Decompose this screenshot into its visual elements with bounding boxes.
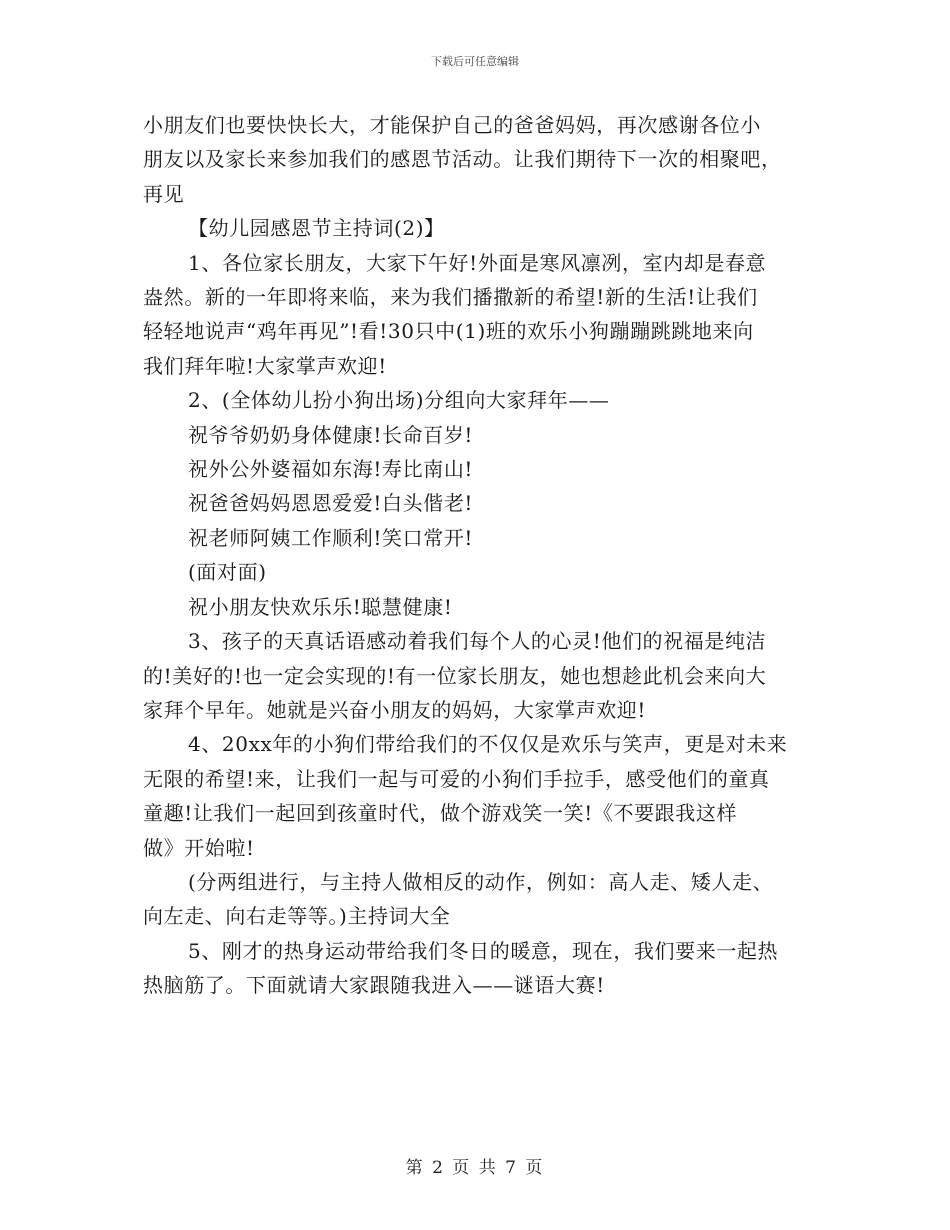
page-footer: 第 2 页 共 7 页	[405, 1158, 545, 1178]
text-line: 家拜个早年。她就是兴奋小朋友的妈妈，大家掌声欢迎!	[143, 697, 647, 722]
text-line: (面对面)	[188, 560, 267, 585]
text-line: 祝爷爷奶奶身体健康!长命百岁!	[188, 422, 474, 447]
text-line: 4、20xx年的小狗们带给我们的不仅仅是欢乐与笑声，更是对未来	[188, 732, 788, 757]
text-line: 热脑筋了。下面就请大家跟随我进入——谜语大赛!	[143, 973, 605, 998]
text-line: 【幼儿园感恩节主持词(2)】	[188, 216, 445, 241]
text-line: (分两组进行，与主持人做相反的动作，例如：高人走、矮人走、	[188, 869, 774, 894]
page-header: 下载后可任意编辑	[431, 55, 519, 68]
text-line: 向左走、向右走等等。)主持词大全	[143, 904, 451, 929]
text-line: 小朋友们也要快快长大，才能保护自己的爸爸妈妈，再次感谢各位小	[143, 113, 761, 137]
text-line: 3、孩子的天真话语感动着我们每个人的心灵!他们的祝福是纯洁	[188, 629, 767, 654]
text-line: 无限的希望!来，让我们一起与可爱的小狗们手拉手，感受他们的童真	[143, 766, 770, 791]
text-line: 盎然。新的一年即将来临，来为我们播撒新的希望!新的生活!让我们	[143, 285, 758, 310]
text-line: 做》开始啦!	[143, 835, 255, 860]
text-line: 祝小朋友快欢乐乐!聪慧健康!	[188, 594, 453, 619]
text-line: 1、各位家长朋友，大家下午好!外面是寒风凛冽，室内却是春意	[188, 250, 767, 275]
text-line: 的!美好的!也一定会实现的!有一位家长朋友，她也想趁此机会来向大	[143, 663, 767, 688]
text-line: 再见	[143, 181, 185, 206]
text-line: 祝爸爸妈妈恩恩爱爱!白头偕老!	[188, 491, 474, 516]
document-body	[143, 108, 811, 1003]
text-line: 祝外公外婆福如东海!寿比南山!	[188, 457, 474, 482]
text-line: 祝老师阿姨工作顺利!笑口常开!	[188, 525, 474, 550]
text-line: 轻轻地说声“鸡年再见”!看!30只中(1)班的欢乐小狗蹦蹦跳跳地来向	[143, 319, 754, 344]
text-line: 5、刚才的热身运动带给我们冬日的暖意，现在，我们要来一起热	[188, 938, 779, 963]
text-line: 我们拜年啦!大家掌声欢迎!	[143, 353, 387, 378]
text-line: 童趣!让我们一起回到孩童时代，做个游戏笑一笑!《不要跟我这样	[143, 801, 738, 826]
text-line: 2、(全体幼儿扮小狗出场)分组向大家拜年——	[188, 388, 610, 413]
text-line: 朋友以及家长来参加我们的感恩节活动。让我们期待下一次的相聚吧，	[143, 147, 782, 172]
